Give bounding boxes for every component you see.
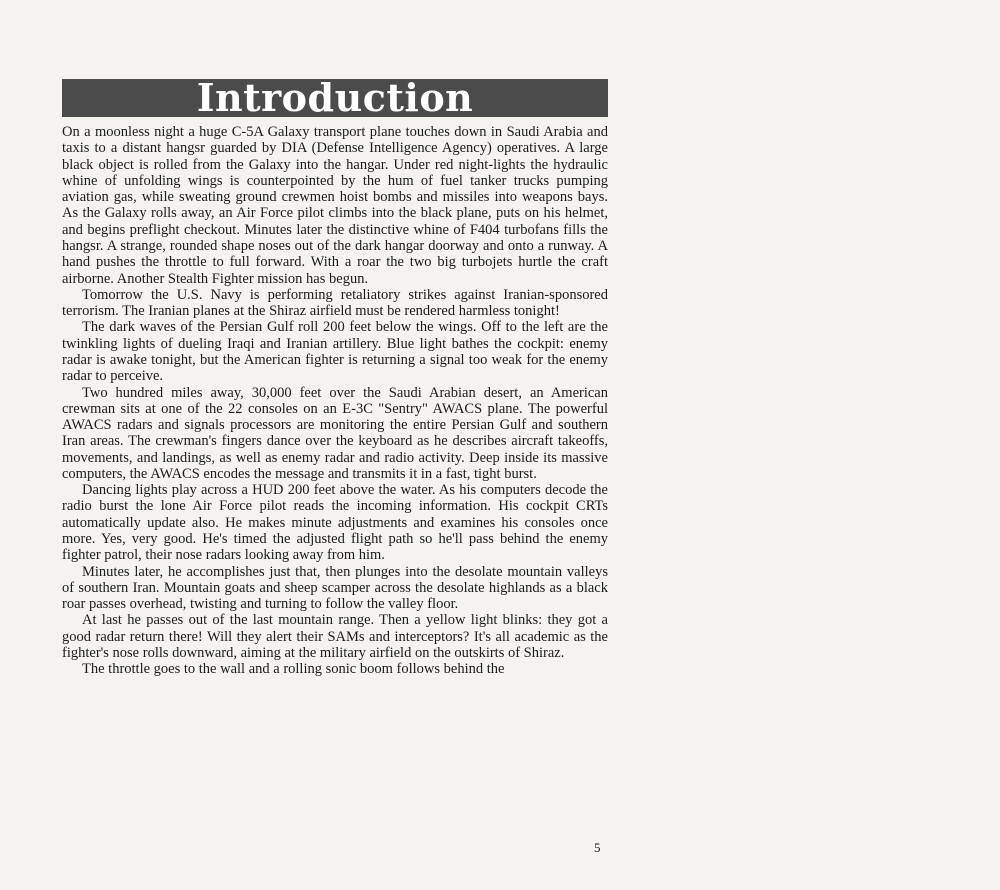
- page-title: Introduction: [196, 75, 474, 120]
- paragraph: Two hundred miles away, 30,000 feet over the Saudi Arabian desert, an American crewman sits at one of the 22 consoles on an E-3C "Sentry" AWACS plane. The powerful AWACS radars and signals processors are monitoring the entire Persian Gulf and southern Iran areas. The crewman's fingers dance over the keyboard as he describes aircraft takeoffs, movements, and landings, as well as enemy radar and radio activity. Deep inside its massive computers, the AWACS encodes the message and transmits it in a fast, tight burst.: [62, 384, 608, 482]
- paragraph: On a moonless night a huge C-5A Galaxy transport plane touches down in Saudi Arabia and taxis to a distant hangsr guarded by DIA (Defense Intelligence Agency) operatives. A large black object is rolled from the Galaxy into the hangar. Under red night-lights the hydraulic whine of unfolding wings is counterpointed by the hum of fuel tanker trucks pumping aviation gas, while sweating ground crewmen hoist bombs and missiles into weapons bays. As the Galaxy rolls away, an Air Force pilot climbs into the black plane, puts on his helmet, and begins preflight checkout. Minutes later the distinctive whine of F404 turbofans fills the hangsr. A strange, rounded shape noses out of the dark hangar doorway and onto a runway. A hand pushes the throttle to full forward. With a roar the two big turbojets hurtle the craft airborne. Another Stealth Fighter mission has begun.: [62, 124, 608, 287]
- paragraph: At last he passes out of the last mountain range. Then a yellow light blinks: they got a good radar return there! Will they alert their SAMs and interceptors? It's all academic as the fighter's nose rolls downward, aiming at the military airfield on the outskirts of Shiraz.: [62, 612, 608, 661]
- page-number: 5: [594, 840, 601, 855]
- paragraph: The dark waves of the Persian Gulf roll 200 feet below the wings. Off to the left are the twinkling lights of dueling Iraqi and Iranian artillery. Blue light bathes the cockpit: enemy radar is awake tonight, but the American fighter is returning a signal too weak for the enemy radar to perceive.: [62, 319, 608, 385]
- paragraph: Dancing lights play across a HUD 200 feet above the water. As his computers decode the radio burst the lone Air Force pilot reads the incoming information. His cockpit CRTs automatically update also. He makes minute adjustments and examines his consoles once more. Yes, very good. He's timed the adjusted flight path so he'll pass behind the enemy fighter patrol, their nose radars looking away from him.: [62, 482, 608, 564]
- paragraph: Tomorrow the U.S. Navy is performing retaliatory strikes against Iranian-sponsored terrorism. The Iranian planes at the Shiraz airfield must be rendered harmless tonight!: [62, 286, 608, 320]
- paragraph: The throttle goes to the wall and a rolling sonic boom follows behind the: [82, 661, 505, 678]
- body-text: [62, 124, 608, 678]
- paragraph: Minutes later, he accomplishes just that, then plunges into the desolate mountain valleys of southern Iran. Mountain goats and sheep scamper across the desolate highlands as a black roar passes overhead, twisting and turning to follow the valley floor.: [62, 563, 608, 613]
